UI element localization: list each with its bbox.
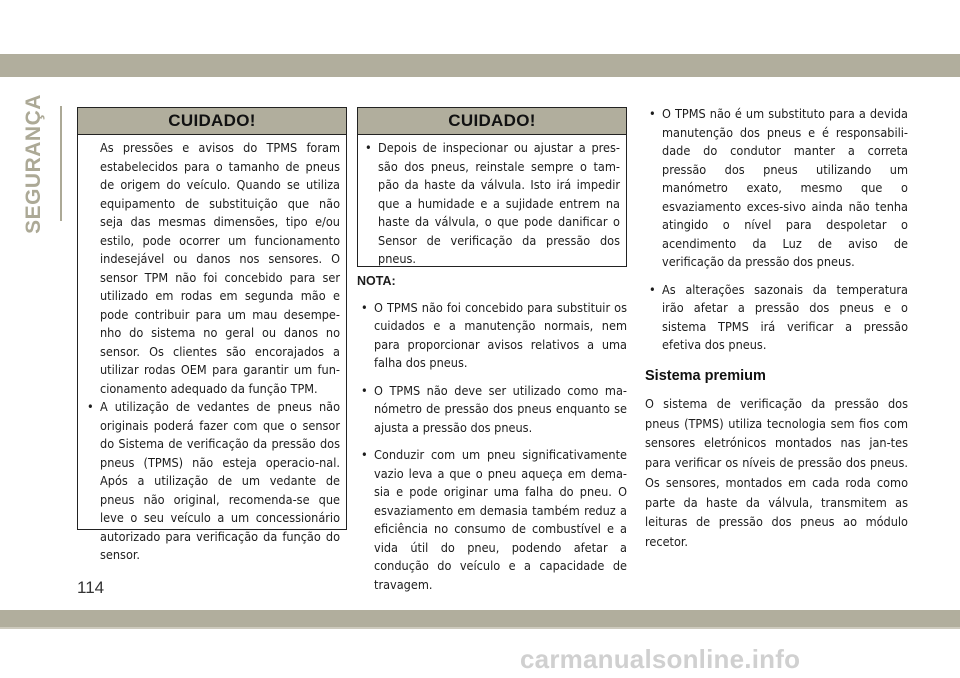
section-rule xyxy=(60,106,62,221)
caution-box-2 xyxy=(357,107,627,267)
note-item: • O TPMS não foi concebido para substituir os cuidados e a manutenção normais, nem para proporcionar avisos relativos a uma falha dos pneus. xyxy=(357,299,627,373)
body-paragraph: O sistema de verificação da pressão dos pneus (TPMS) utiliza tecnologia sem fios com sensores eletrónicos montados nas jan-tes para verificar os níveis de pressão dos pneus. Os sensores, montados em cada roda como parte da haste da válvula, transmitem as leituras de pressão dos pneus ao módulo recetor. xyxy=(645,396,908,549)
note-item: • O TPMS não é um substituto para a devida manutenção dos pneus e é responsabili-dade do condutor manter a correta pressão dos pneus utilizando um manómetro exato, mesmo que o esvaziamento exces-sivo ainda não tenha atingido o nível para despoletar o acendimento da Luz de aviso de verificação da pressão dos pneus. xyxy=(645,105,908,272)
note-label: NOTA: xyxy=(357,274,396,288)
column-right xyxy=(645,105,908,552)
caution-paragraph: As pressões e avisos do TPMS foram estabelecidos para o tamanho de pneus de origem do veículo. Quando se utiliza equipamento de substituição que não seja das mesmas dimensões, tipo e/ou estilo, pode ocorrer um funcionamento indesejável ou danos nos sensores. O sensor TPM não foi concebido para ser utilizado em rodas em segunda mão e pode contribuir para um mau desempe-nho do sistema no geral ou danos no sensor. Os clientes são encorajados a utilizar rodas OEM para garantir um fun-cionamento adequado da função TPM. xyxy=(100,140,340,396)
watermark: carmanualsonline.info xyxy=(520,644,801,674)
footer-stripe xyxy=(0,627,960,629)
section-tab xyxy=(10,94,58,234)
note-item: • As alterações sazonais da temperatura irão afetar a pressão dos pneus e o sistema TPMS irá verificar a pressão efetiva dos pneus. xyxy=(645,281,908,355)
column-middle xyxy=(357,270,627,603)
caution-title: CUIDADO! xyxy=(78,108,346,135)
section-label: SEGURANÇA xyxy=(22,94,45,234)
section-heading: Sistema premium xyxy=(645,367,766,384)
caution-title: CUIDADO! xyxy=(358,108,626,135)
caution-bullet: • Depois de inspecionar ou ajustar a pres-são dos pneus, reinstale sempre o tam-pão da haste da válvula. Isto irá impedir que a humidade e a sujidade entrem na haste da válvula, o que pode danificar o Sensor de verificação da pressão dos pneus. xyxy=(378,139,620,269)
caution-bullet: • A utilização de vedantes de pneus não originais poderá fazer com que o sensor do Sistema de verificação da pressão dos pneus (TPMS) não esteja operacio-nal. Após a utilização de um vedante de pneus não original, recomenda-se que leve o seu veículo a um concessionário autorizado para verificação da função do sensor. xyxy=(100,398,340,565)
caution-box-1 xyxy=(77,107,347,562)
page-number: 114 xyxy=(77,578,105,597)
note-item: • O TPMS não deve ser utilizado como ma-nómetro de pressão dos pneus enquanto se ajusta a pressão dos pneus. xyxy=(357,382,627,438)
footer-band xyxy=(0,610,960,627)
header-band xyxy=(0,54,960,77)
note-item: • Conduzir com um pneu significativamente vazio leva a que o pneu aqueça em dema-sia e pode originar uma falha do pneu. O esvaziamento em demasia também reduz a eficiência no consumo de combustível e a vida útil do pneu, podendo afetar a condução do veículo e a capacidade de travagem. xyxy=(357,446,627,594)
